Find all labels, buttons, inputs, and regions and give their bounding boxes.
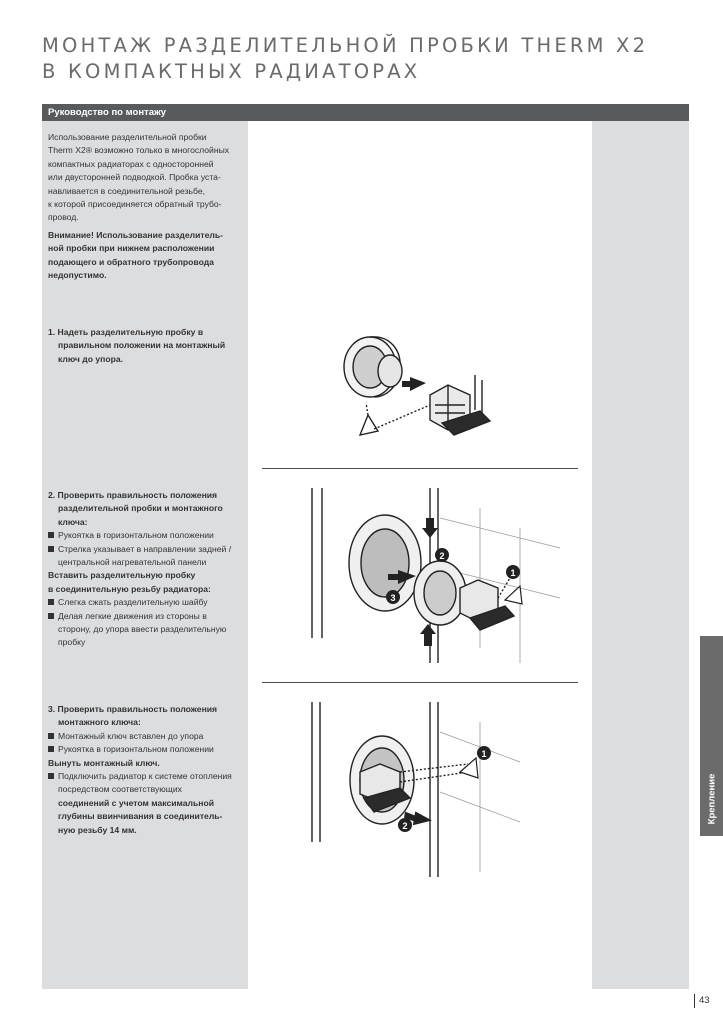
- step-3-heading-line: монтажного ключа:: [58, 717, 141, 728]
- step-2-heading-line: ключа:: [58, 516, 88, 527]
- step-1-heading-line: 1. Надеть разделительную пробку в: [48, 327, 204, 337]
- intro-line: или двусторонней подводкой. Пробка уста-: [48, 172, 221, 183]
- callout-marker: [398, 818, 412, 832]
- step-1-text: [48, 326, 248, 366]
- page-number: 43: [694, 994, 710, 1008]
- callout-number: 3: [390, 593, 396, 603]
- side-tab[interactable]: [700, 636, 723, 836]
- figure-step-1-illustration: [330, 325, 530, 455]
- intro-line: Использование разделительной пробки: [48, 132, 207, 142]
- arrow-down-icon: [422, 518, 438, 538]
- step-2-text: [48, 489, 248, 650]
- figure-step-2-illustration: [300, 488, 570, 668]
- figure-divider: [262, 682, 578, 683]
- step-3-bullet: Рукоятка в горизонтальном положении: [48, 743, 248, 756]
- arrow-up-icon: [420, 624, 436, 646]
- step-3-bullet: Монтажный ключ вставлен до упора: [48, 730, 248, 743]
- step-2-sub-bullet: Делая легкие движения из стороны в сторону, до упора ввести разделительную пробку: [48, 610, 248, 650]
- step-2-sub-bullet: Слегка сжать разделительную шайбу: [48, 596, 248, 609]
- callout-number: 1: [510, 568, 516, 578]
- warning-line: подающего и обратного трубопровода: [48, 256, 214, 267]
- step-3-heading-line: 3. Проверить правильность положения: [48, 704, 218, 714]
- intro-line: к которой присоединяется обратный трубо-: [48, 199, 222, 210]
- step-3-last-bullet-bold: соединений с учетом максимальной глубины ввинчивания в соединитель- ную резьбу 14 мм.: [58, 797, 223, 835]
- callout-marker: [506, 565, 520, 579]
- warning-line: недопустимо.: [48, 270, 107, 281]
- step-1-heading-line: ключ до упора.: [58, 353, 123, 364]
- callout-marker: [435, 548, 449, 562]
- callout-number: 2: [402, 821, 408, 831]
- figure-divider: [262, 468, 578, 469]
- intro-line: навливается в соединительной резьбе,: [48, 185, 206, 196]
- section-header: Руководство по монтажу: [42, 104, 689, 121]
- step-2-subheading-line: Вставить разделительную пробку: [48, 570, 196, 581]
- page-title-line-1: МОНТАЖ РАЗДЕЛИТЕЛЬНОЙ ПРОБКИ THERM X2: [42, 34, 649, 57]
- callout-marker: [477, 746, 491, 760]
- intro-line: провод.: [48, 212, 79, 223]
- figure-step-3-illustration: [300, 702, 530, 882]
- step-3-last-bullet: [48, 770, 248, 837]
- step-3-last-bullet-normal: Подключить радиатор к системе отопления посредством соответствующих: [58, 771, 232, 795]
- step-3-text: [48, 703, 248, 837]
- step-3-subheading: Вынуть монтажный ключ.: [48, 757, 160, 768]
- warning-line: Внимание! Использование разделитель-: [48, 229, 224, 240]
- step-2-heading-line: разделительной пробки и монтажного: [58, 503, 223, 514]
- callout-number: 2: [439, 551, 445, 561]
- page-title-line-2: В КОМПАКТНЫХ РАДИАТОРАХ: [42, 60, 421, 83]
- step-2-bullet: Стрелка указывает в направлении задней / центральной нагревательной панели: [48, 543, 248, 570]
- callout-marker: [386, 590, 400, 604]
- warning-line: ной пробки при нижнем расположении: [48, 243, 215, 254]
- step-2-bullet: Рукоятка в горизонтальном положении: [48, 529, 248, 542]
- intro-line: Therm X2® возможно только в многослойных: [48, 145, 230, 156]
- intro-text: [48, 131, 248, 282]
- intro-line: компактных радиаторах с односторонней: [48, 158, 214, 169]
- page-title: [42, 33, 662, 85]
- callout-number: 1: [481, 749, 487, 759]
- step-2-subheading-line: в соединительную резьбу радиатора:: [48, 583, 211, 594]
- side-tab-label: Крепление: [706, 773, 718, 825]
- right-margin-column-background: [592, 121, 689, 989]
- step-2-heading-line: 2. Проверить правильность положения: [48, 490, 218, 500]
- step-1-heading-line: правильном положении на монтажный: [58, 340, 226, 351]
